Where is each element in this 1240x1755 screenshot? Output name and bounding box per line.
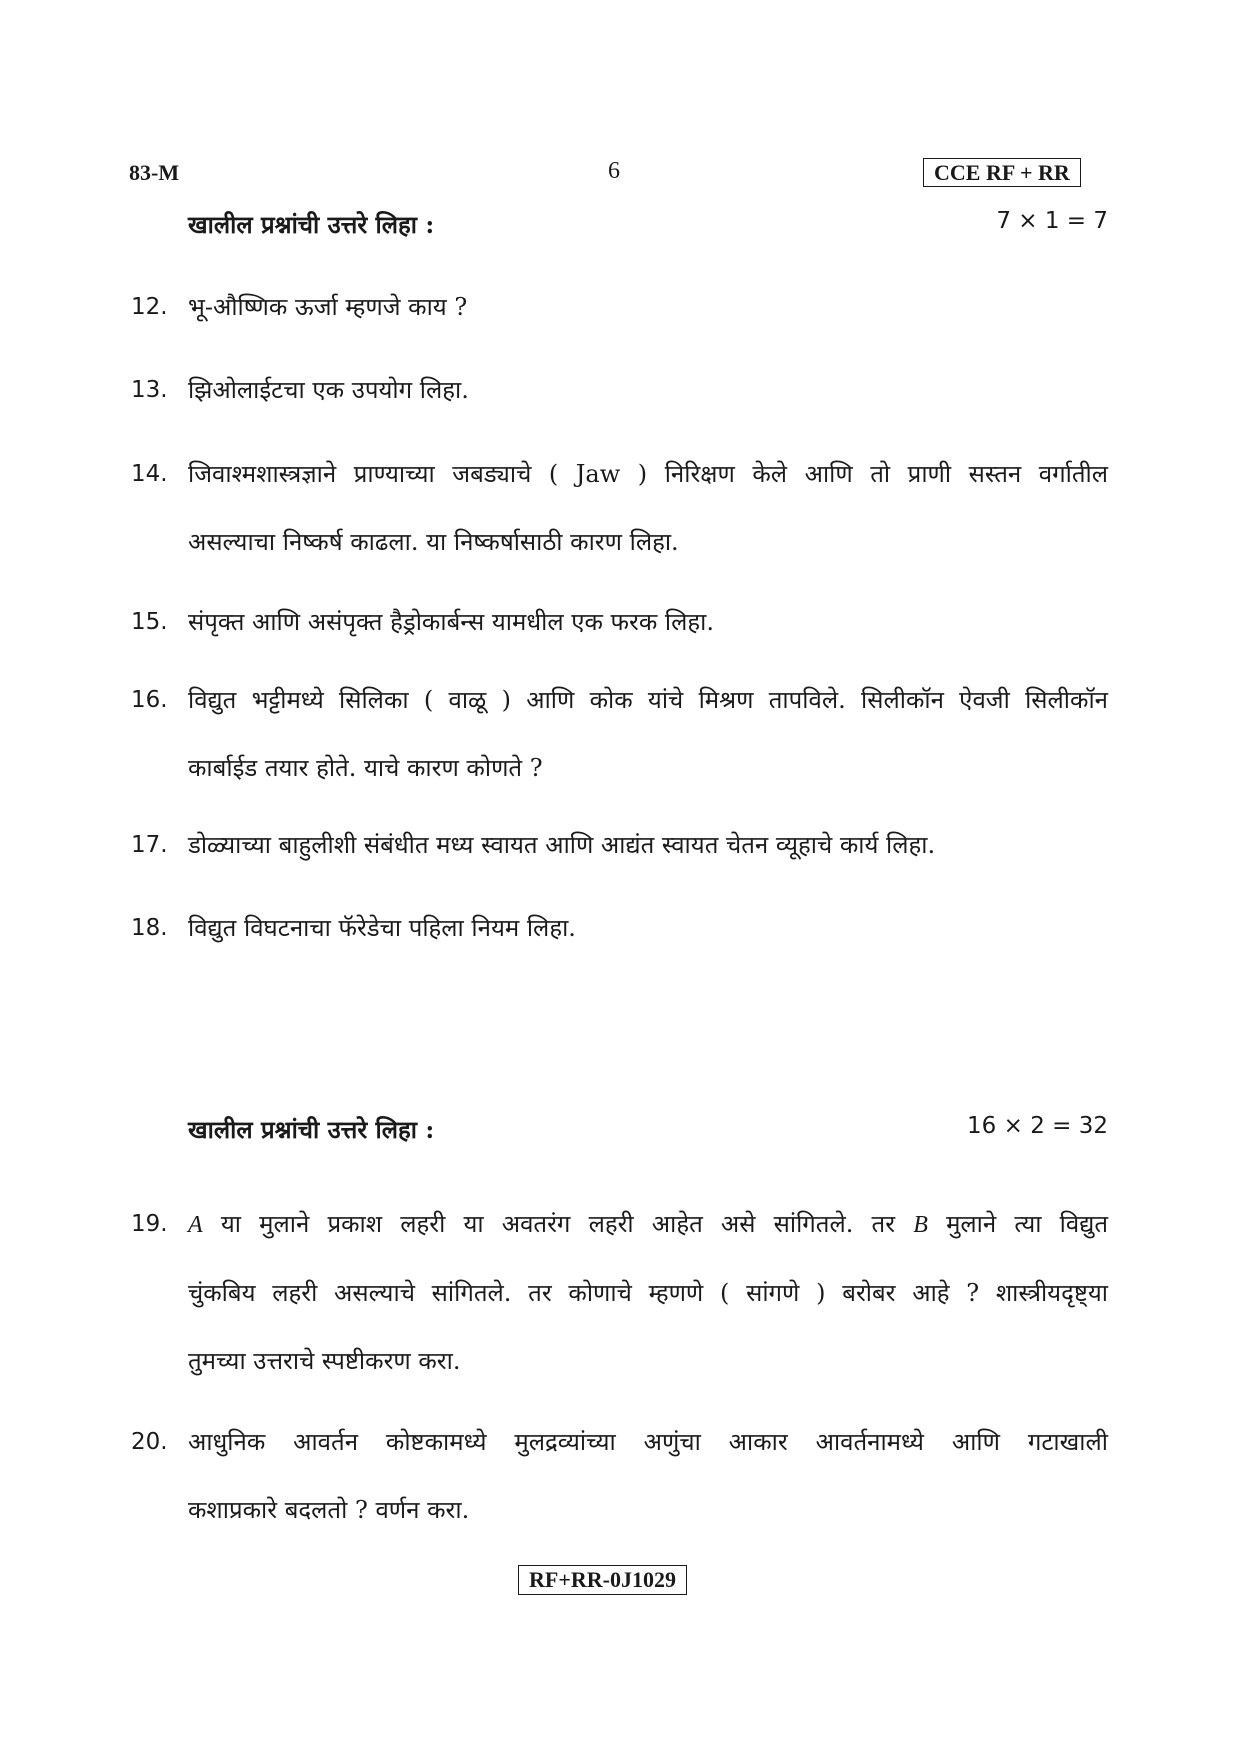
question-text: भू-औष्णिक ऊर्जा म्हणजे काय ? <box>188 293 468 321</box>
question-text: विद्युत विघटनाचा फॅरेडेचा पहिला नियम लिहा. <box>188 914 576 942</box>
question-text-line-3: तुमच्या उत्तराचे स्पष्टीकरण करा. <box>188 1347 461 1375</box>
question-number: 20. <box>131 1429 168 1455</box>
question-text-line-1: जिवाश्मशास्त्रज्ञाने प्राण्याच्या जबड्याचे ( Jaw ) निरिक्षण केले आणि तो प्राणी सस्तन वर्गातील <box>188 460 1108 488</box>
question-number: 16. <box>131 687 168 713</box>
question-number: 12. <box>131 294 168 320</box>
question-text: डोळ्याच्या बाहुलीशी संबंधीत मध्य स्वायत आणि आद्यंत स्वायत चेतन व्यूहाचे कार्य लिहा. <box>188 831 936 859</box>
question-text-line-1 <box>188 1190 1108 1259</box>
question-number: 13. <box>131 377 168 403</box>
question-text-line-1: विद्युत भट्टीमध्ये सिलिका ( वाळू ) आणि कोक यांचे मिश्रण तापविले. सिलीकॉन ऐवजी सिलीकॉन <box>188 686 1108 714</box>
question-text-part-a: या मुलाने प्रकाश लहरी या अवतरंग लहरी आहेत असे सांगितले. तर <box>220 1210 896 1238</box>
question-13 <box>131 356 1108 424</box>
question-number: 15. <box>131 609 168 635</box>
variable-b: B <box>913 1212 928 1238</box>
variable-a: A <box>188 1212 203 1238</box>
question-text: झिओलाईटचा एक उपयोग लिहा. <box>188 376 469 404</box>
marks-scheme: 7 × 1 = 7 <box>996 208 1108 234</box>
question-number: 19. <box>131 1211 168 1237</box>
question-text-part-b: मुलाने त्या विद्युत <box>946 1210 1108 1238</box>
question-16 <box>131 666 1108 802</box>
section-instruction-1 <box>188 208 1108 242</box>
question-19 <box>131 1190 1108 1395</box>
question-number: 14. <box>131 461 168 487</box>
instruction-text: खालील प्रश्नांची उत्तरे लिहा : <box>188 1115 435 1144</box>
question-text-line-2: कशाप्रकारे बदलतो ? वर्णन करा. <box>188 1496 470 1524</box>
paper-code: 83-M <box>129 160 180 185</box>
section-instruction-2 <box>188 1113 1108 1147</box>
question-text-line-2: असल्याचा निष्कर्ष काढला. या निष्कर्षासाठी कारण लिहा. <box>188 528 679 556</box>
question-text: संपृक्त आणि असंपृक्त हैड्रोकार्बन्स यामधील एक फरक लिहा. <box>188 608 715 636</box>
question-12 <box>131 273 1108 341</box>
marks-scheme: 16 × 2 = 32 <box>967 1113 1108 1139</box>
question-17 <box>131 811 1108 879</box>
question-15 <box>131 588 1108 656</box>
question-number: 18. <box>131 915 168 941</box>
question-20 <box>131 1408 1108 1544</box>
question-14 <box>131 440 1108 576</box>
question-text-line-2: चुंकबिय लहरी असल्याचे सांगितले. तर कोणाचे म्हणणे ( सांगणे ) बरोबर आहे ? शास्त्रीयदृष्ट्या <box>188 1279 1108 1307</box>
question-18 <box>131 894 1108 962</box>
series-badge: CCE RF + RR <box>923 158 1081 187</box>
question-text-line-1: आधुनिक आवर्तन कोष्टकामध्ये मुलद्रव्यांच्या अणुंचा आकार आवर्तनामध्ये आणि गटाखाली <box>188 1428 1108 1456</box>
instruction-text: खालील प्रश्नांची उत्तरे लिहा : <box>188 210 435 239</box>
footer-code-badge: RF+RR-0J1029 <box>518 1565 687 1595</box>
question-text-line-2: कार्बाईड तयार होते. याचे कारण कोणते ? <box>188 754 543 782</box>
page-number: 6 <box>608 158 620 184</box>
question-number: 17. <box>131 832 168 858</box>
